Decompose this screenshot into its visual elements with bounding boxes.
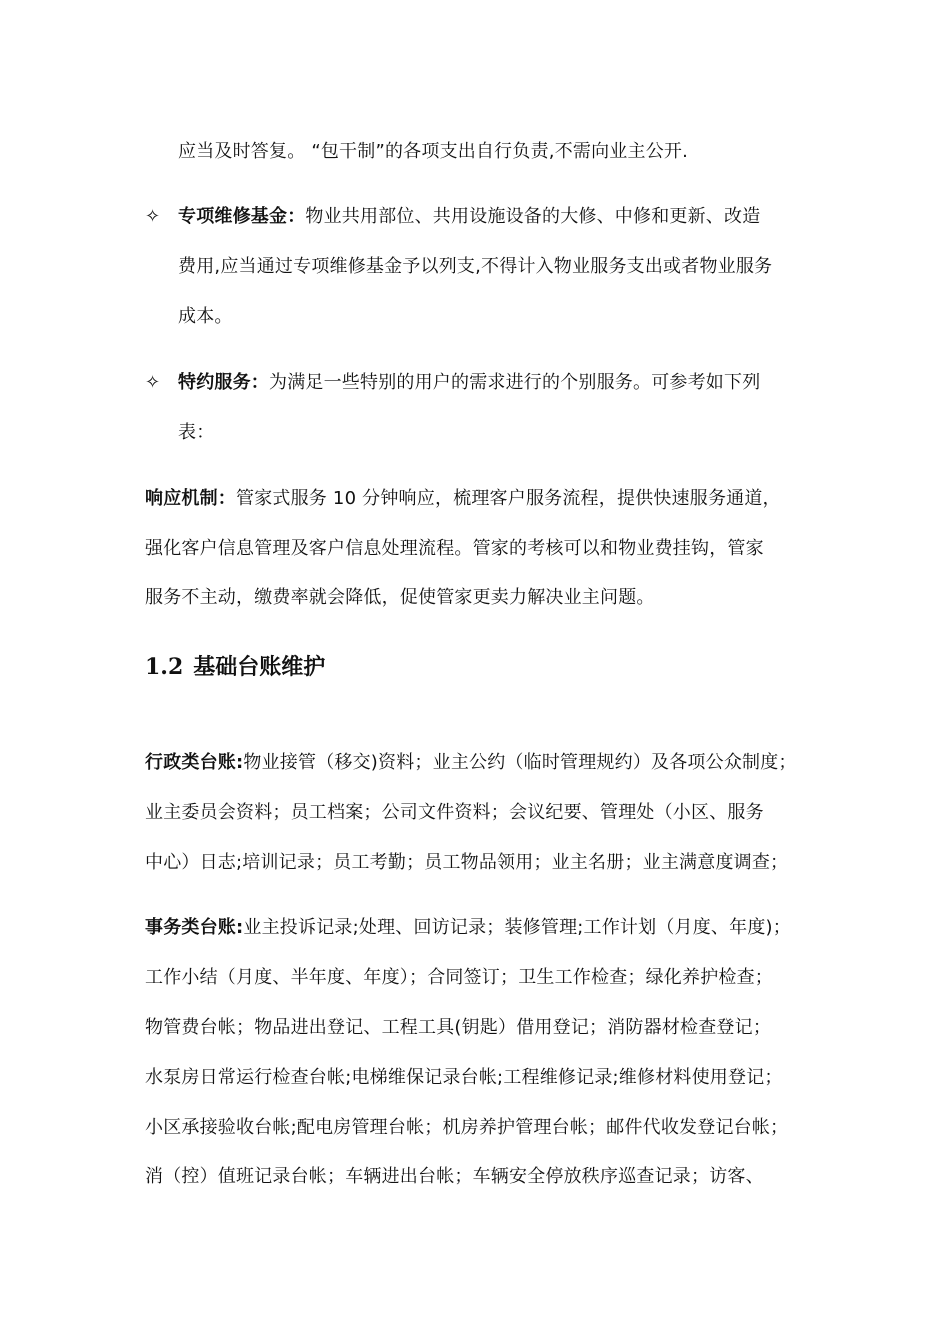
paragraph-text: 业主投诉记录;处理、回访记录；装修管理;工作计划（月度、年度)； — [243, 917, 791, 938]
paragraph-line: 服务不主动，缴费率就会降低，促使管家更卖力解决业主问题。 — [145, 587, 655, 608]
paragraph-line: 强化客户信息管理及客户信息处理流程。管家的考核可以和物业费挂钩，管家 — [145, 538, 764, 559]
paragraph-line — [145, 486, 781, 512]
paragraph-label: 事务类台账: — [145, 917, 244, 938]
paragraph-line: 小区承接验收台帐;配电房管理台帐；机房养护管理台帐；邮件代收发登记台帐； — [145, 1117, 789, 1138]
paragraph-line: 消（控）值班记录台帐；车辆进出台帐；车辆安全停放秩序巡查记录；访客、 — [145, 1166, 764, 1187]
paragraph-line: 工作小结（月度、半年度、年度）；合同签订；卫生工作检查；绿化养护检查； — [145, 967, 773, 988]
bullet-item — [178, 370, 760, 396]
paragraph-label: 响应机制： — [145, 488, 236, 509]
bullet-text: 物业共用部位、共用设施设备的大修、中修和更新、改造 — [305, 206, 761, 227]
bullet-text: 费用,应当通过专项维修基金予以列支,不得计入物业服务支出或者物业服务 — [178, 256, 773, 277]
paragraph-line: 中心）日志;培训记录；员工考勤；员工物品领用；业主名册；业主满意度调查； — [145, 852, 789, 873]
bullet-label: 专项维修基金： — [178, 206, 306, 227]
paragraph-line: 水泵房日常运行检查台帐;电梯维保记录台帐;工程维修记录;维修材料使用登记； — [145, 1067, 783, 1088]
bullet-item — [178, 204, 760, 230]
paragraph-line: 物管费台帐；物品进出登记、工程工具(钥匙）借用登记；消防器材检查登记； — [145, 1017, 772, 1038]
section-title: 基础台账维护 — [193, 655, 326, 680]
section-number: 1.2 — [145, 654, 184, 680]
bullet-text: 成本。 — [178, 306, 233, 327]
paragraph-line — [145, 750, 797, 776]
paragraph-text: 物业接管（移交)资料；业主公约（临时管理规约）及各项公众制度； — [243, 752, 797, 773]
paragraph-line — [145, 915, 791, 941]
bullet-text: 为满足一些特别的用户的需求进行的个别服务。可参考如下列 — [269, 372, 761, 393]
paragraph-line: 业主委员会资料；员工档案；公司文件资料；会议纪要、管理处（小区、服务 — [145, 802, 764, 823]
intro-line: 应当及时答复。 “包干制”的各项支出自行负责,不需向业主公开. — [178, 141, 689, 162]
section-heading — [145, 651, 325, 684]
sparkle-bullet-icon: ✧ — [145, 372, 161, 393]
paragraph-text: 管家式服务 10 分钟响应，梳理客户服务流程，提供快速服务通道， — [236, 488, 781, 509]
bullet-text: 表： — [178, 422, 215, 443]
bullet-label: 特约服务： — [178, 372, 269, 393]
sparkle-bullet-icon: ✧ — [145, 206, 161, 227]
paragraph-label: 行政类台账: — [145, 752, 244, 773]
